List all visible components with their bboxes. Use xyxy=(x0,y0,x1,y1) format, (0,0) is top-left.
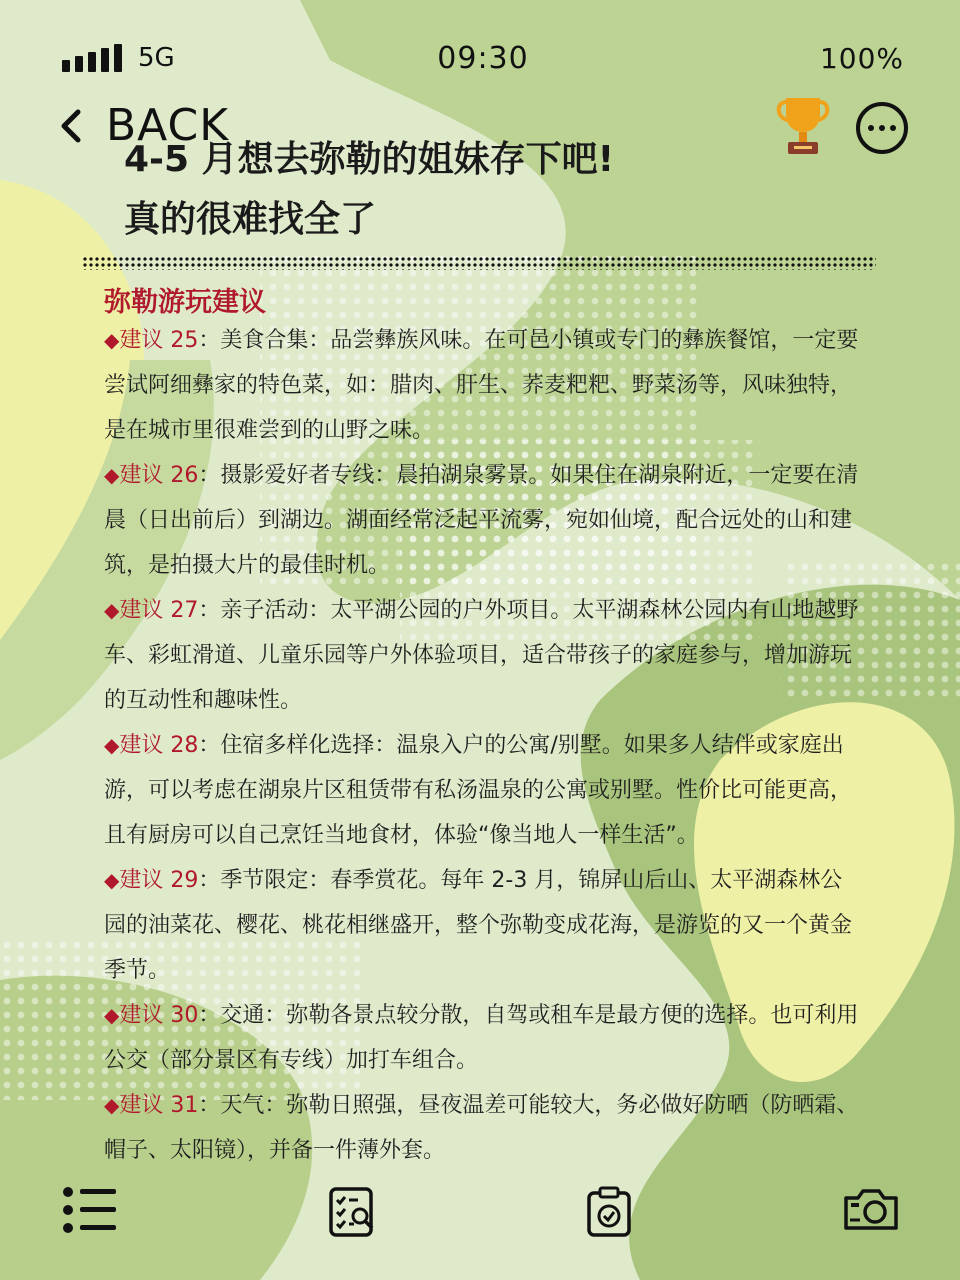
tip-label: 建议 28 xyxy=(119,733,199,758)
tip-text: ：住宿多样化选择：温泉入户的公寓/别墅。如果多人结伴或家庭出游，可以考虑在湖泉片区租赁带有私汤温泉的公寓或别墅。性价比可能更高，且有厨房可以自己烹饪当地食材，体验“像当地人一样生活”。 xyxy=(104,733,853,848)
tip-text: ：摄影爱好者专线：晨拍湖泉雾景。如果住在湖泉附近，一定要在清晨（日出前后）到湖边。湖面经常泛起平流雾，宛如仙境，配合远处的山和建筑，是拍摄大片的最佳时机。 xyxy=(104,463,859,578)
tip-text: ：美食合集：品尝彝族风味。在可邑小镇或专门的彝族餐馆，一定要尝试阿细彝家的特色菜，如：腊肉、肝生、荞麦粑粑、野菜汤等，风味独特，是在城市里很难尝到的山野之味。 xyxy=(104,328,859,443)
checklist-search-button[interactable] xyxy=(328,1186,376,1238)
list-item xyxy=(104,723,864,858)
tip-text: ：季节限定：春季赏花。每年 2-3 月，锦屏山后山、太平湖森林公园的油菜花、樱花、桃花相继盛开，整个弥勒变成花海，是游览的又一个黄金季节。 xyxy=(104,868,853,983)
diamond-bullet-icon: ◆ xyxy=(104,463,120,487)
checklist-search-icon xyxy=(328,1186,376,1238)
tip-label: 建议 30 xyxy=(119,1003,199,1028)
list-button[interactable] xyxy=(62,1186,118,1234)
page-title xyxy=(124,132,884,248)
list-item xyxy=(104,318,864,453)
camera-icon xyxy=(842,1186,900,1232)
tip-text: ：交通：弥勒各景点较分散，自驾或租车是最方便的选择。也可利用公交（部分景区有专线）加打车组合。 xyxy=(104,1003,859,1073)
diamond-bullet-icon: ◆ xyxy=(104,598,120,622)
section-heading: 弥勒游玩建议 xyxy=(104,287,266,318)
title-line-1: 4-5 月想去弥勒的姐妹存下吧! xyxy=(124,139,614,180)
tip-text: ：亲子活动：太平湖公园的户外项目。太平湖森林公园内有山地越野车、彩虹滑道、儿童乐园等户外体验项目，适合带孩子的家庭参与，增加游玩的互动性和趣味性。 xyxy=(104,598,859,713)
list-icon xyxy=(62,1186,118,1234)
clock: 09:30 xyxy=(437,40,529,76)
diamond-bullet-icon: ◆ xyxy=(104,868,120,892)
signal-strength-icon xyxy=(62,44,122,72)
battery-level: 100% xyxy=(819,41,904,75)
status-bar xyxy=(62,36,904,80)
network-type: 5G xyxy=(138,43,175,73)
tip-text: ：天气：弥勒日照强，昼夜温差可能较大，务必做好防晒（防晒霜、帽子、太阳镜），并备一件薄外套。 xyxy=(104,1093,859,1163)
list-item xyxy=(104,588,864,723)
diamond-bullet-icon: ◆ xyxy=(104,328,120,352)
diamond-bullet-icon: ◆ xyxy=(104,1093,120,1117)
camera-button[interactable] xyxy=(842,1186,900,1232)
tip-label: 建议 31 xyxy=(119,1093,199,1118)
list-item xyxy=(104,993,864,1083)
tip-label: 建议 29 xyxy=(119,868,199,893)
tip-label: 建议 25 xyxy=(119,328,199,353)
clipboard-button[interactable] xyxy=(586,1186,632,1238)
more-icon-dot xyxy=(879,125,885,131)
more-icon-dot xyxy=(890,125,896,131)
list-item xyxy=(104,1083,864,1173)
diamond-bullet-icon: ◆ xyxy=(104,733,120,757)
list-item xyxy=(104,858,864,993)
tip-label: 建议 26 xyxy=(119,463,199,488)
dotted-divider xyxy=(82,256,876,270)
title-line-2: 真的很难找全了 xyxy=(124,199,377,240)
tips-list xyxy=(104,318,864,1173)
back-label: BACK xyxy=(106,100,230,151)
more-icon xyxy=(868,125,874,131)
back-chevron-icon xyxy=(56,106,86,146)
list-item xyxy=(104,453,864,588)
clipboard-check-icon xyxy=(586,1186,632,1238)
tip-label: 建议 27 xyxy=(119,598,199,623)
bottom-toolbar xyxy=(62,1186,900,1242)
diamond-bullet-icon: ◆ xyxy=(104,1003,120,1027)
